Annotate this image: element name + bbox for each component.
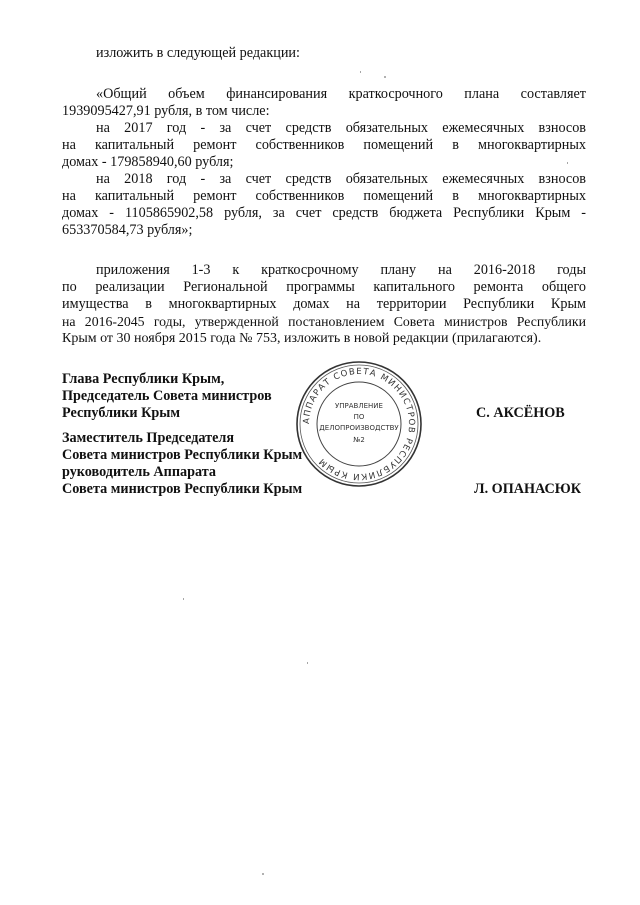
para1-line8: домах - 1105865902,58 рубля, за счет средств бюджета Республики Крым -	[62, 205, 586, 221]
para2-line3: имущества в многоквартирных домах на территории Республики Крым	[62, 296, 586, 312]
stamp-seal-icon	[293, 358, 425, 490]
stamp-center-line2: ПО	[353, 413, 365, 421]
stamp-center-line1: УПРАВЛЕНИЕ	[335, 402, 383, 410]
para1-line2: 1939095427,91 рубля, в том числе:	[62, 103, 270, 119]
para2-line4: на 2016-2045 годы, утвержденной постановлением Совета министров Республики	[62, 314, 586, 329]
deputy-title-line1: Заместитель Председателя	[62, 430, 235, 446]
para1-line7: на капитальный ремонт собственников помещений в многоквартирных	[62, 188, 586, 204]
para2-line1: приложения 1-3 к краткосрочному плану на 2016-2018 годы	[96, 262, 586, 278]
stamp-ring-text: АППАРАТ СОВЕТА МИНИСТРОВ РЕСПУБЛИКИ КРЫМ	[301, 366, 417, 482]
para1-line5: домах - 179858940,60 рубля;	[62, 154, 234, 170]
head-title-line1: Глава Республики Крым,	[62, 371, 225, 387]
para1-line6: на 2018 год - за счет средств обязательных ежемесячных взносов	[96, 171, 586, 187]
para2-line2: по реализации Региональной программы капитального ремонта общего	[62, 279, 586, 295]
intro-line: изложить в следующей редакции:	[96, 45, 300, 61]
official-stamp	[293, 358, 425, 490]
stamp-center-line3: ДЕЛОПРОИЗВОДСТВУ	[319, 424, 399, 432]
stamp-center-line4: №2	[353, 436, 365, 444]
deputy-signatory-name: Л. ОПАНАСЮК	[474, 481, 582, 497]
para1-line4: на капитальный ремонт собственников помещений в многоквартирных	[62, 137, 586, 153]
deputy-title-line2: Совета министров Республики Крым	[62, 447, 303, 463]
para2-line5: Крым от 30 ноября 2015 года № 753, изложить в новой редакции (прилагаются).	[62, 331, 542, 346]
para1-line1: «Общий объем финансирования краткосрочного плана составляет	[96, 86, 586, 102]
head-title-line3: Республики Крым	[62, 405, 181, 421]
para1-line3: на 2017 год - за счет средств обязательных ежемесячных взносов	[96, 120, 586, 136]
deputy-title-line4: Совета министров Республики Крым	[62, 481, 303, 497]
para1-line9: 653370584,73 рубля»;	[62, 222, 193, 238]
head-title-line2: Председатель Совета министров	[62, 388, 272, 404]
deputy-title-line3: руководитель Аппарата	[62, 464, 216, 480]
head-signatory-name: С. АКСЁНОВ	[476, 405, 565, 421]
